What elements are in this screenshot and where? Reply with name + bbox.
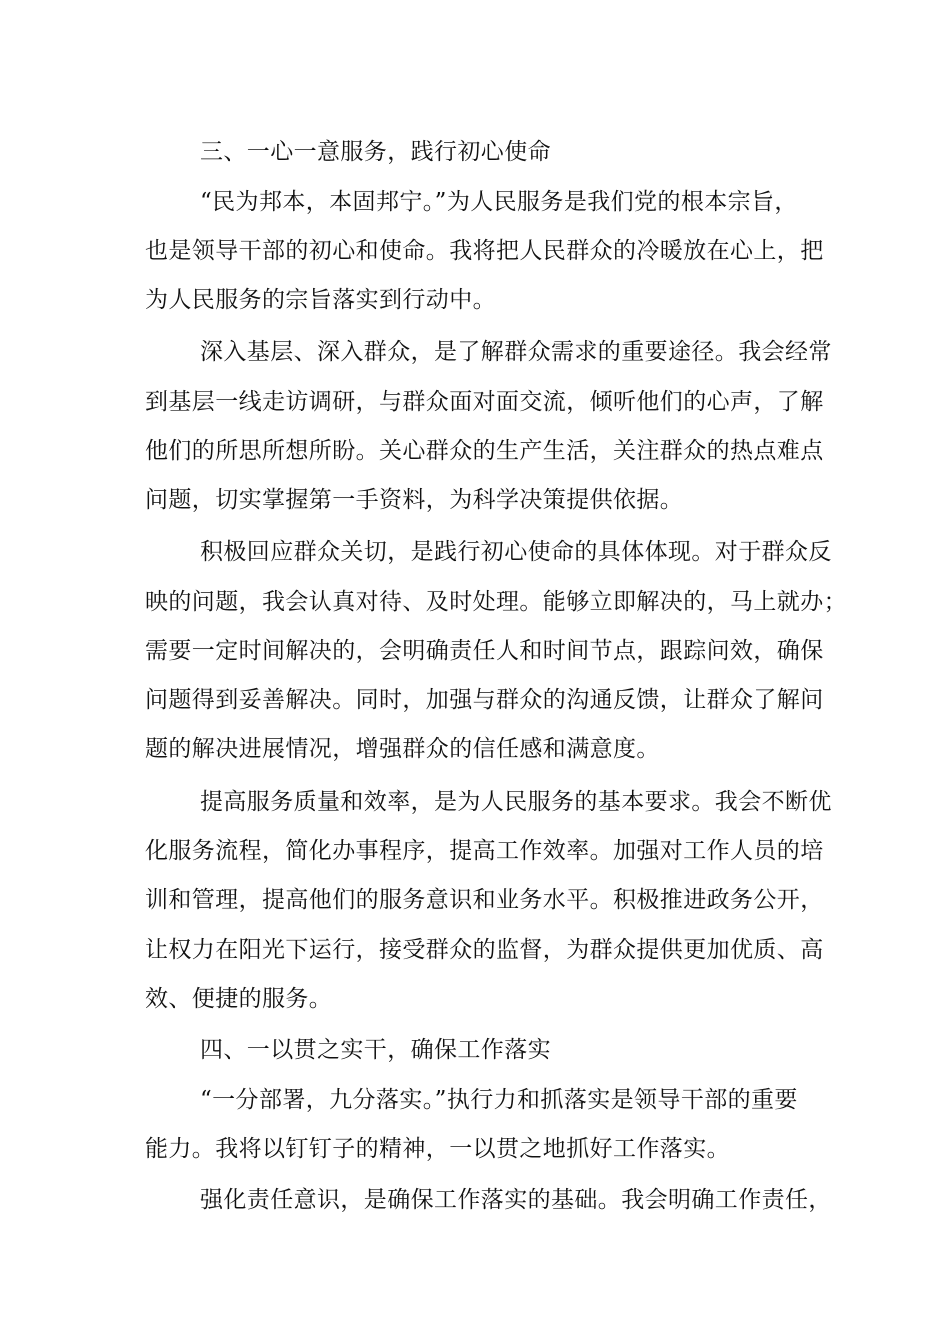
paragraph-line: 能力。我将以钉钉子的精神，一以贯之地抓好工作落实。	[145, 1136, 730, 1162]
paragraph-line: 提高服务质量和效率，是为人民服务的基本要求。我会不断优	[200, 789, 832, 815]
paragraph-line: 积极回应群众关切，是践行初心使命的具体体现。对于群众反	[200, 539, 832, 565]
paragraph-line: 也是领导干部的初心和使命。我将把人民群众的冷暖放在心上，把	[145, 238, 824, 264]
paragraph-line: 化服务流程，简化办事程序，提高工作效率。加强对工作人员的培	[145, 838, 824, 864]
paragraph-line: 映的问题，我会认真对待、及时处理。能够立即解决的，马上就办；	[145, 589, 847, 615]
paragraph-line: 效、便捷的服务。	[145, 986, 333, 1012]
paragraph-line: 到基层一线走访调研，与群众面对面交流，倾听他们的心声，了解	[145, 389, 824, 415]
paragraph-line: 问题，切实掌握第一手资料，为科学决策提供依据。	[145, 487, 684, 513]
section-heading-3: 三、一心一意服务，践行初心使命	[200, 139, 551, 165]
paragraph-line: 让权力在阳光下运行，接受群众的监督，为群众提供更加优质、高	[145, 937, 824, 963]
paragraph-line: 题的解决进展情况，增强群众的信任感和满意度。	[145, 736, 660, 762]
paragraph-line: 为人民服务的宗旨落实到行动中。	[145, 287, 496, 313]
paragraph-line: 需要一定时间解决的，会明确责任人和时间节点，跟踪问效，确保	[145, 638, 824, 664]
section-heading-4: 四、一以贯之实干，确保工作落实	[200, 1037, 551, 1063]
paragraph-line: 深入基层、深入群众，是了解群众需求的重要途径。我会经常	[200, 339, 832, 365]
paragraph-line: 他们的所思所想所盼。关心群众的生产生活，关注群众的热点难点	[145, 438, 824, 464]
paragraph-line: “民为邦本，本固邦宁。”为人民服务是我们党的根本宗旨，	[200, 189, 798, 215]
paragraph-line: 训和管理，提高他们的服务意识和业务水平。积极推进政务公开，	[145, 887, 824, 913]
paragraph-line: 问题得到妥善解决。同时，加强与群众的沟通反馈，让群众了解问	[145, 687, 824, 713]
paragraph-line: 强化责任意识，是确保工作落实的基础。我会明确工作责任，	[200, 1187, 832, 1213]
paragraph-line: “一分部署，九分落实。”执行力和抓落实是领导干部的重要	[200, 1087, 798, 1113]
